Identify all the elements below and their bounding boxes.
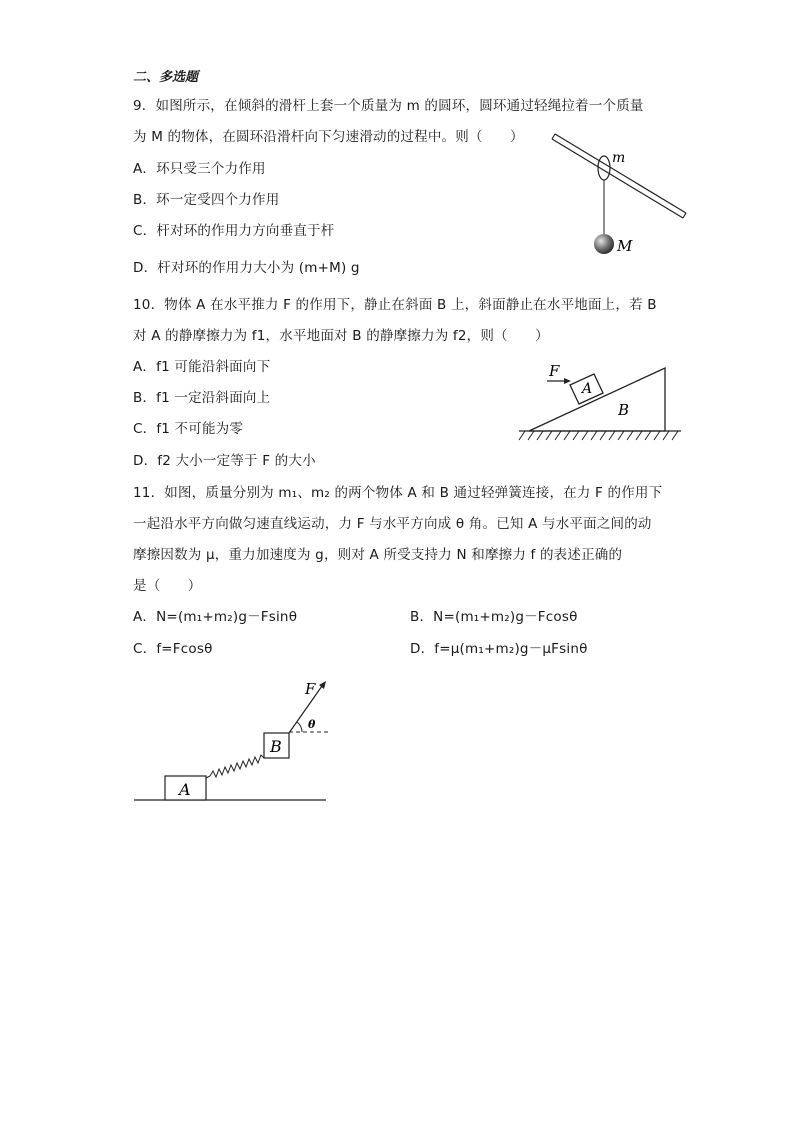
- ground: [519, 431, 681, 440]
- q10-option-d: D．f2 大小一定等于 F 的大小: [133, 453, 316, 469]
- q10-option-b: B．f1 一定沿斜面向上: [133, 390, 271, 406]
- label-F: F: [305, 680, 316, 698]
- q9-option-a: A．环只受三个力作用: [133, 161, 266, 177]
- label-theta: θ: [308, 718, 316, 731]
- inclined-rod: [552, 134, 686, 218]
- label-B: B: [618, 401, 630, 419]
- q9-stem-line1: 9．如图所示，在倾斜的滑杆上套一个质量为 m 的圆环，圆环通过轻绳拉着一个质量: [133, 98, 644, 114]
- spring: [206, 755, 264, 778]
- q10-stem-line2: 对 A 的静摩擦力为 f1，水平地面对 B 的静摩擦力为 f2，则（ ）: [133, 328, 549, 344]
- label-A: A: [582, 381, 593, 397]
- q10-figure: [515, 360, 687, 446]
- label-F: F: [549, 362, 560, 380]
- q9-option-c: C．杆对环的作用力方向垂直于杆: [133, 223, 335, 239]
- ball-icon: [594, 234, 614, 254]
- q10-option-a: A．f1 可能沿斜面向下: [133, 359, 271, 375]
- q9-stem-line2: 为 M 的物体，在圆环沿滑杆向下匀速滑动的过程中。则（ ）: [133, 129, 524, 145]
- q9-option-d: D．杆对环的作用力大小为 (m+M) g: [133, 260, 360, 276]
- label-M: M: [617, 237, 633, 255]
- angle-arc: [297, 722, 302, 732]
- q11-stem-line3: 摩擦因数为 μ，重力加速度为 g，则对 A 所受支持力 N 和摩擦力 f 的表述正确的: [133, 547, 623, 563]
- q10-option-c: C．f1 不可能为零: [133, 421, 244, 437]
- q9-figure: [545, 128, 695, 260]
- arrowhead-icon: [564, 378, 571, 384]
- q11-stem-line1: 11．如图，质量分别为 m₁、m₂ 的两个物体 A 和 B 通过轻弹簧连接，在力 F 的作用下: [133, 485, 663, 501]
- label-A: A: [179, 780, 191, 799]
- label-m: m: [612, 150, 626, 166]
- q11-stem-line2: 一起沿水平方向做匀速直线运动，力 F 与水平方向成 θ 角。已知 A 与水平面之间的动: [133, 516, 652, 532]
- q11-stem-line4: 是（ ）: [133, 578, 202, 594]
- label-B: B: [270, 737, 282, 756]
- q11-option-d: D．f=μ(m₁+m₂)g－μFsinθ: [410, 641, 588, 657]
- q9-option-b: B．环一定受四个力作用: [133, 192, 280, 208]
- q11-figure: [130, 672, 330, 804]
- q11-option-b: B．N=(m₁+m₂)g－Fcosθ: [410, 609, 578, 625]
- section-title: 二、多选题: [133, 70, 199, 85]
- q10-stem-line1: 10．物体 A 在水平推力 F 的作用下，静止在斜面 B 上，斜面静止在水平地面上，若 B: [133, 297, 657, 313]
- q11-option-c: C．f=Fcosθ: [133, 641, 213, 657]
- q11-option-a: A．N=(m₁+m₂)g－Fsinθ: [133, 609, 298, 625]
